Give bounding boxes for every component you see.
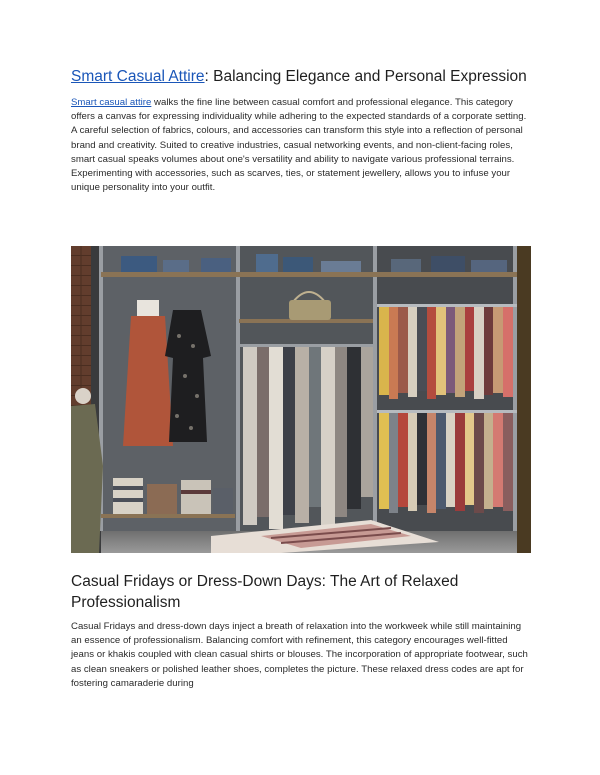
section2-paragraph: Casual Fridays and dress-down days inject a breath of relaxation into the workweek while still maintaining an essence of professionalism. Balancing comfort with refinement, this category encourages well-fitted jeans or khakis coupled with clean casual shirts or blouses. The incorporation of appropriate footwear, such as clean sneakers or polished leather shoes, completes the picture. These relaxed dress codes are apt for fostering camaraderie during [71,621,528,689]
heading-text: : Balancing Elegance and Personal Expression [204,68,527,85]
paragraph-link[interactable]: Smart casual attire [71,97,152,108]
section-casual-fridays-heading [71,571,533,622]
section2-heading: Casual Fridays or Dress-Down Days: The Art of Relaxed Professionalism [71,573,459,611]
section-paragraph [71,96,533,195]
wardrobe-photo [71,246,531,553]
heading-link[interactable]: Smart Casual Attire [71,68,205,85]
wardrobe-illustration [71,246,531,553]
paragraph-text: walks the fine line between casual comfort and professional elegance. This category offers a canvas for expressing individuality while adhering to the expected standards of a corporate setting. A careful selection of fabrics, colours, and accessories can transform this style into a reflection of personal brand and creativity. Suited to creative industries, casual networking events, and non-client-facing roles, smart casual speaks volumes about one's versatility and ability to navigate various professional terrains. Experimenting with accessories, such as scarves, ties, or statement jewellery, allows you to infuse your unique personality into your outfit. [71,97,527,194]
section-smart-casual [71,66,533,195]
section-heading [71,66,533,87]
section-casual-fridays-body [71,620,533,691]
